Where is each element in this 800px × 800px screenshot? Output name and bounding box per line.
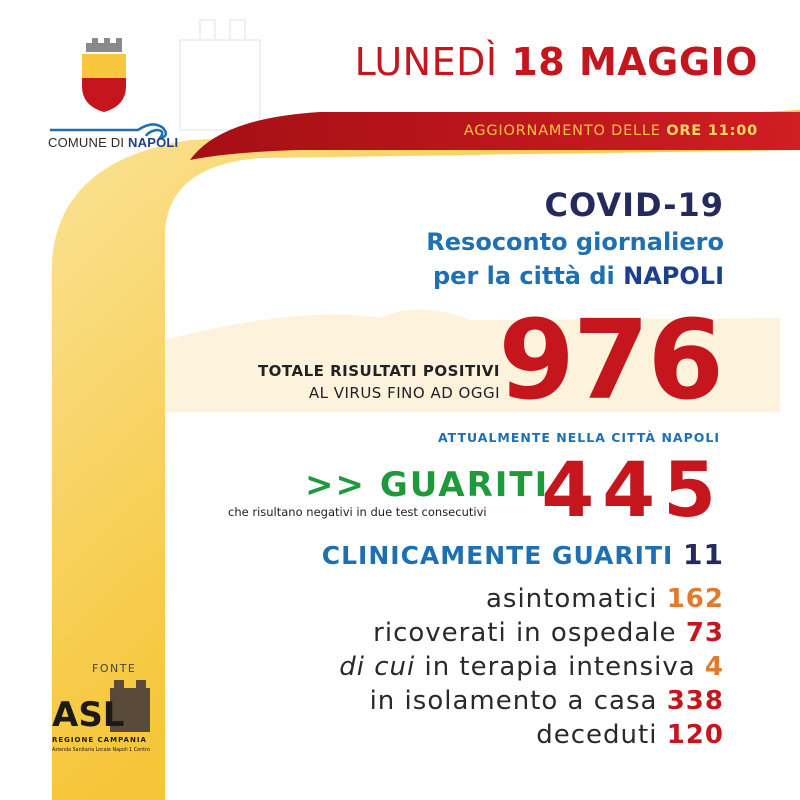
update-time: AGGIORNAMENTO DELLE ORE 11:00 <box>463 123 758 139</box>
stat-terapia: di cui in terapia intensiva 4 <box>339 652 724 682</box>
clinici-value: 11 <box>683 538 724 571</box>
stat-asintomatici: asintomatici 162 <box>485 584 724 614</box>
day-date: 18 MAGGIO <box>511 40 758 84</box>
stat-value: 4 <box>704 652 724 682</box>
comune-wave-icon <box>48 108 178 158</box>
source-label: FONTE <box>92 662 137 675</box>
asl-sub: Azienda Sanitaria Locale Napoli 1 Centro <box>52 748 150 753</box>
stat-deceduti: deceduti 120 <box>536 720 724 750</box>
clinici-row <box>322 538 724 571</box>
stat-ricoverati: ricoverati in ospedale 73 <box>373 618 724 648</box>
guariti-note: che risultano negativi in due test consecutivi <box>228 505 487 519</box>
current-heading: ATTUALMENTE NELLA CITTÀ NAPOLI <box>437 430 720 445</box>
napoli-crest-icon <box>80 38 128 112</box>
asl-text: ASL <box>52 695 125 735</box>
stat-isolamento: in isolamento a casa 338 <box>369 686 724 716</box>
stat-value: 338 <box>666 686 724 716</box>
guariti-label: >> GUARITI <box>305 465 550 505</box>
clinici-label: CLINICAMENTE GUARITI <box>321 541 674 570</box>
asl-region: REGIONE CAMPANIA <box>52 736 147 744</box>
stat-value: 162 <box>666 584 724 614</box>
stat-value: 120 <box>666 720 724 750</box>
total-positive-value: 976 <box>498 296 722 424</box>
guariti-value: 445 <box>541 445 724 534</box>
total-label: TOTALE RISULTATI POSITIVI AL VIRUS FINO AD OGGI <box>257 362 500 402</box>
covid-title: COVID-19 <box>544 186 724 224</box>
report-subtitle: per la città di NAPOLI <box>432 262 724 290</box>
report-title: Resoconto giornaliero <box>426 228 724 256</box>
date-header <box>355 40 758 84</box>
comune-label: COMUNE DI NAPOLI <box>48 135 179 150</box>
day-name: LUNEDÌ <box>354 40 498 84</box>
stat-value: 73 <box>685 618 724 648</box>
asl-logo-icon <box>48 680 158 760</box>
